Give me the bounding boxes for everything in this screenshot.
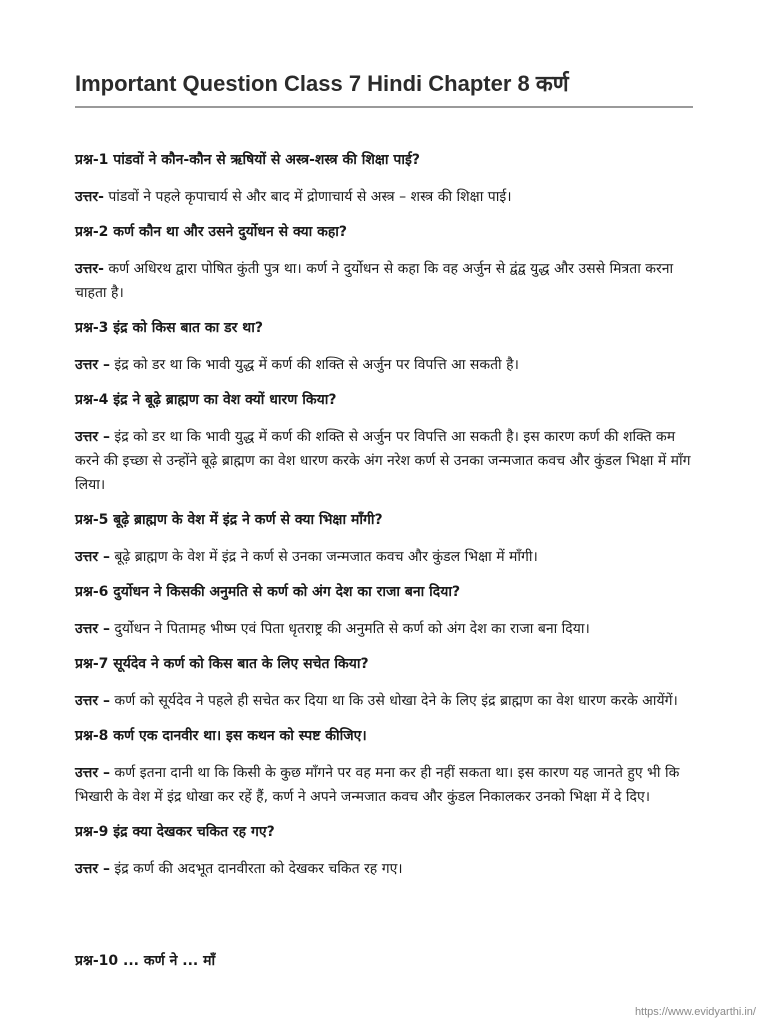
answer-text: इंद्र कर्ण की अदभूत दानवीरता को देखकर चकित रह गए। [109,861,403,877]
answer-label: उत्तर – [75,357,110,373]
answer-label: उत्तर – [75,549,110,565]
answer-text: कर्ण इतना दानी था कि किसी के कुछ माँगने पर वह मना कर ही नहीं सकता था। इस कारण यह जानते हुए भी कि भिखारी के वेश में इंद्र धोखा कर रहें हैं, कर्ण ने अपने जन्मजात कवच और कुंडल निकालकर उनको भिक्षा में दे दिए। [75,765,680,805]
answer-7 [75,689,693,713]
question-3: प्रश्न-3 इंद्र को किस बात का डर था? [75,320,263,336]
page-title: Important Question Class 7 Hindi Chapter 8 कर्ण [75,71,569,96]
question-6: प्रश्न-6 दुर्योधन ने किसकी अनुमति से कर्ण को अंग देश का राजा बना दिया? [75,584,461,600]
answer-8 [75,761,693,809]
question-9: प्रश्न-9 इंद्र क्या देखकर चकित रह गए? [75,824,275,840]
answer-label: उत्तर – [75,861,110,877]
answer-5 [75,545,693,569]
answer-2 [75,257,693,305]
answer-label: उत्तर – [75,429,110,445]
answer-text: पांडवों ने पहले कृपाचार्य से और बाद में द्रोणाचार्य से अस्त्र – शस्त्र की शिक्षा पाई। [103,189,512,205]
answer-label: उत्तर- [75,261,104,277]
question-7: प्रश्न-7 सूर्यदेव ने कर्ण को किस बात के लिए सचेत किया? [75,656,369,672]
answer-4 [75,425,693,497]
answer-label: उत्तर – [75,693,110,709]
answer-text: कर्ण अधिरथ द्वारा पोषित कुंती पुत्र था। कर्ण ने दुर्योधन से कहा कि वह अर्जुन से द्वंद्व युद्ध और उससे मित्रता करना चाहता है। [75,261,674,301]
question-4: प्रश्न-4 इंद्र ने बूढ़े ब्राह्मण का वेश क्यों धारण किया? [75,392,337,408]
question-5: प्रश्न-5 बूढ़े ब्राह्मण के वेश में इंद्र ने कर्ण से क्या भिक्षा माँगी? [75,512,383,528]
answer-label: उत्तर – [75,765,110,781]
cut-off-line: प्रश्न-10 ... कर्ण ने ... माँ [75,953,216,969]
answer-label: उत्तर- [75,189,104,205]
title-divider [75,106,693,108]
answer-text: कर्ण को सूर्यदेव ने पहले ही सचेत कर दिया था कि उसे धोखा देने के लिए इंद्र ब्राह्मण का वेश धारण करके आयेंगें। [109,693,678,709]
answer-text: इंद्र को डर था कि भावी युद्ध में कर्ण की शक्ति से अर्जुन पर विपत्ति आ सकती है। [109,357,519,373]
question-2: प्रश्न-2 कर्ण कौन था और उसने दुर्योधन से क्या कहा? [75,224,348,240]
question-8: प्रश्न-8 कर्ण एक दानवीर था। इस कथन को स्पष्ट कीजिए। [75,728,367,744]
answer-9 [75,857,693,881]
answer-text: बूढ़े ब्राह्मण के वेश में इंद्र ने कर्ण से उनका जन्मजात कवच और कुंडल भिक्षा में माँगी। [109,549,538,565]
answer-text: इंद्र को डर था कि भावी युद्ध में कर्ण की शक्ति से अर्जुन पर विपत्ति आ सकती है। इस कारण कर्ण की शक्ति कम करने की इच्छा से उन्होंने बूढ़े ब्राह्मण का वेश धारण करके अंग नरेश कर्ण से उनका जन्मजात कवच और कुंडल भिक्षा में माँग लिया। [75,429,691,493]
answer-text: दुर्योधन ने पितामह भीष्म एवं पिता धृतराष्ट्र की अनुमति से कर्ण को अंग देश का राजा बना दिया। [109,621,590,637]
answer-3 [75,353,693,377]
answer-1 [75,185,693,209]
answer-label: उत्तर – [75,621,110,637]
answer-6 [75,617,693,641]
question-1: प्रश्न-1 पांडवों ने कौन-कौन से ऋषियों से अस्त्र-शस्त्र की शिक्षा पाई? [75,152,420,168]
qa-list [75,150,693,894]
footer-url[interactable]: https://www.evidyarthi.in/ [634,1006,756,1018]
